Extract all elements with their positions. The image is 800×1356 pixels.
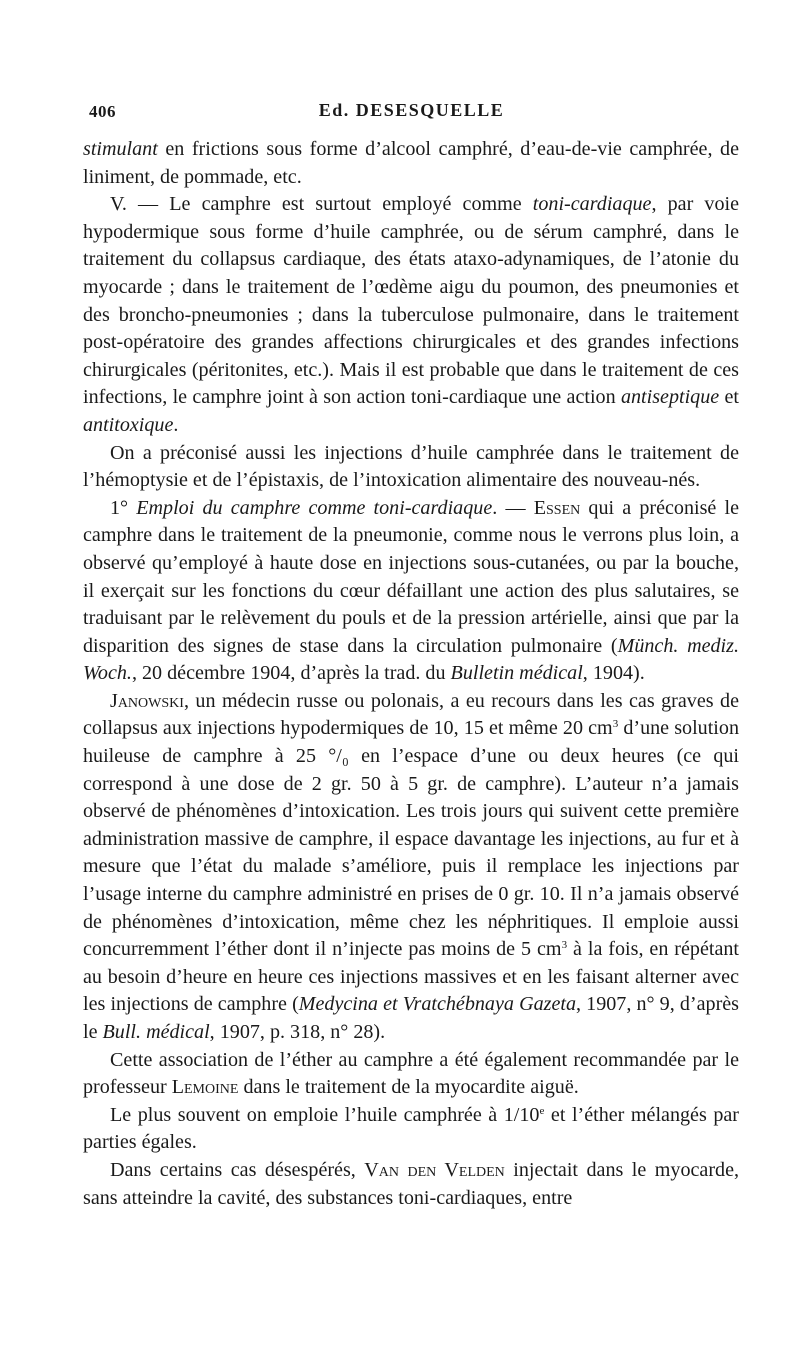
paragraph: [83, 1102, 739, 1157]
text-run: à la fois, en répétant au besoin d’heure en heure ces injections massives et en les faisant alterner avec les injections de camphre (: [83, 938, 739, 1016]
italic-text: antiseptique: [620, 386, 720, 409]
italic-text: Emploi du camphre comme toni-cardiaque: [136, 496, 493, 519]
paragraph: [83, 191, 739, 439]
text-run: dans le traitement de la myocardite aiguë.: [238, 1076, 579, 1099]
text-run: Le plus souvent on emploie l’huile camphrée à 1/10: [110, 1103, 540, 1126]
author-name: Lemoine: [171, 1076, 239, 1099]
text-run: et l’éther mélangés par parties égales.: [83, 1103, 739, 1154]
superscript: 3: [561, 939, 568, 952]
superscript: e: [539, 1104, 545, 1117]
page-number: 406: [89, 102, 116, 121]
paragraph: [83, 1047, 739, 1102]
text-run: , 1907, p. 318, n° 28).: [209, 1021, 386, 1043]
text-run: Cette association de l’éther au camphre a été également recommandée par le professeur: [83, 1048, 739, 1099]
text-run: et: [719, 386, 739, 409]
italic-text: toni-cardiaque: [532, 193, 652, 216]
italic-text: stimulant: [83, 138, 158, 160]
text-run: On a préconisé aussi les injections d’huile camphrée dans le traitement de l’hémoptysie et de l’épistaxis, de l’intoxication alimentaire des nouveau-nés.: [83, 441, 739, 492]
text-run: en frictions sous forme d’alcool camphré, d’eau-de-vie camphrée, de liniment, de pommade, etc.: [83, 138, 739, 188]
text-run: d’une solution huileuse de camphre à 25 °/₀ en l’espace d’une ou deux heures (ce qui correspond à une dose de 2 gr. 50 à 5 gr. de camphre). L’auteur n’a jamais observé de phénomènes d’intoxication. Les trois jours qui suivent cette première administration massive de camphre, il espace davantage les injections, au fur et à mesure que l’état du malade s’améliore, puis il remplace les injections par l’usage interne du camphre administré en prises de 0 gr. 10. Il n’a jamais observé de phénomènes d’intoxication, même chez les néphritiques. Il emploie aussi concurremment l’éther dont il n’injecte pas moins de 5 cm: [83, 717, 739, 961]
text-run: , par voie hypodermique sous forme d’huile camphrée, ou de sérum camphré, dans le traitement du collapsus cardiaque, des états ataxo-adynamiques, de l’atonie du myocarde ; dans le traitement de l’œdème aigu du poumon, des pneumonies et des broncho-pneumonies ; dans la tuberculose pulmonaire, dans le traitement post-opératoire des grandes affections chirurgicales et des grandes infections chirurgicales (péritonites, etc.). Mais il est probable que dans le traitement de ces infections, le camphre joint à son action toni-cardiaque une action: [83, 193, 739, 409]
author-name: Van den Velden: [364, 1158, 505, 1181]
italic-text: Medycina et Vratchébnaya Gazeta: [298, 993, 576, 1016]
text-run: , 1904).: [582, 662, 645, 685]
text-run: 1°: [110, 496, 137, 519]
text-run: , un médecin russe ou polonais, a eu recours dans les cas graves de collapsus aux injections hypodermiques de 10, 15 et même 20 cm: [83, 689, 739, 740]
paragraph: [83, 1157, 739, 1212]
italic-text: Bulletin médical: [450, 662, 583, 685]
text-run: , 1907, n° 9, d’après le: [83, 993, 740, 1043]
italic-text: Münch. mediz. Woch.: [83, 634, 739, 685]
paragraph: [83, 495, 739, 688]
page-header: [89, 98, 734, 128]
running-head: Ed. DESESQUELLE: [318, 100, 505, 120]
text-run: qui a préconisé le camphre dans le traitement de la pneumonie, comme nous le verrons plus loin, a observé qu’employé à haute dose en injections sous-cutanées, ou par la bouche, il exerçait sur les fonctions du cœur défaillant une action des plus salutaires, se traduisant par le relèvement du pouls et de la pression artérielle, ainsi que par la disparition des signes de stase dans la circulation pulmonaire (: [83, 496, 740, 657]
italic-text: Bull. médical: [102, 1021, 210, 1043]
italic-text: antitoxique: [83, 413, 174, 436]
text-run: injectait dans le myocarde, sans atteindre la cavité, des substances toni-cardiaques, entre: [83, 1158, 740, 1209]
superscript: 3: [612, 718, 619, 731]
text-run: . —: [492, 496, 534, 519]
author-name: Essen: [533, 496, 581, 519]
text-run: , 20 décembre 1904, d’après la trad. du: [131, 662, 451, 685]
text-run: Dans certains cas désespérés,: [110, 1158, 365, 1181]
body-text: [83, 136, 739, 1212]
paragraph: [83, 440, 739, 495]
text-run: V. — Le camphre est surtout employé comme: [110, 193, 533, 216]
paragraph: [83, 136, 739, 191]
paragraph: [83, 688, 739, 1047]
author-name: Janowski: [110, 689, 184, 712]
text-run: .: [173, 413, 179, 436]
